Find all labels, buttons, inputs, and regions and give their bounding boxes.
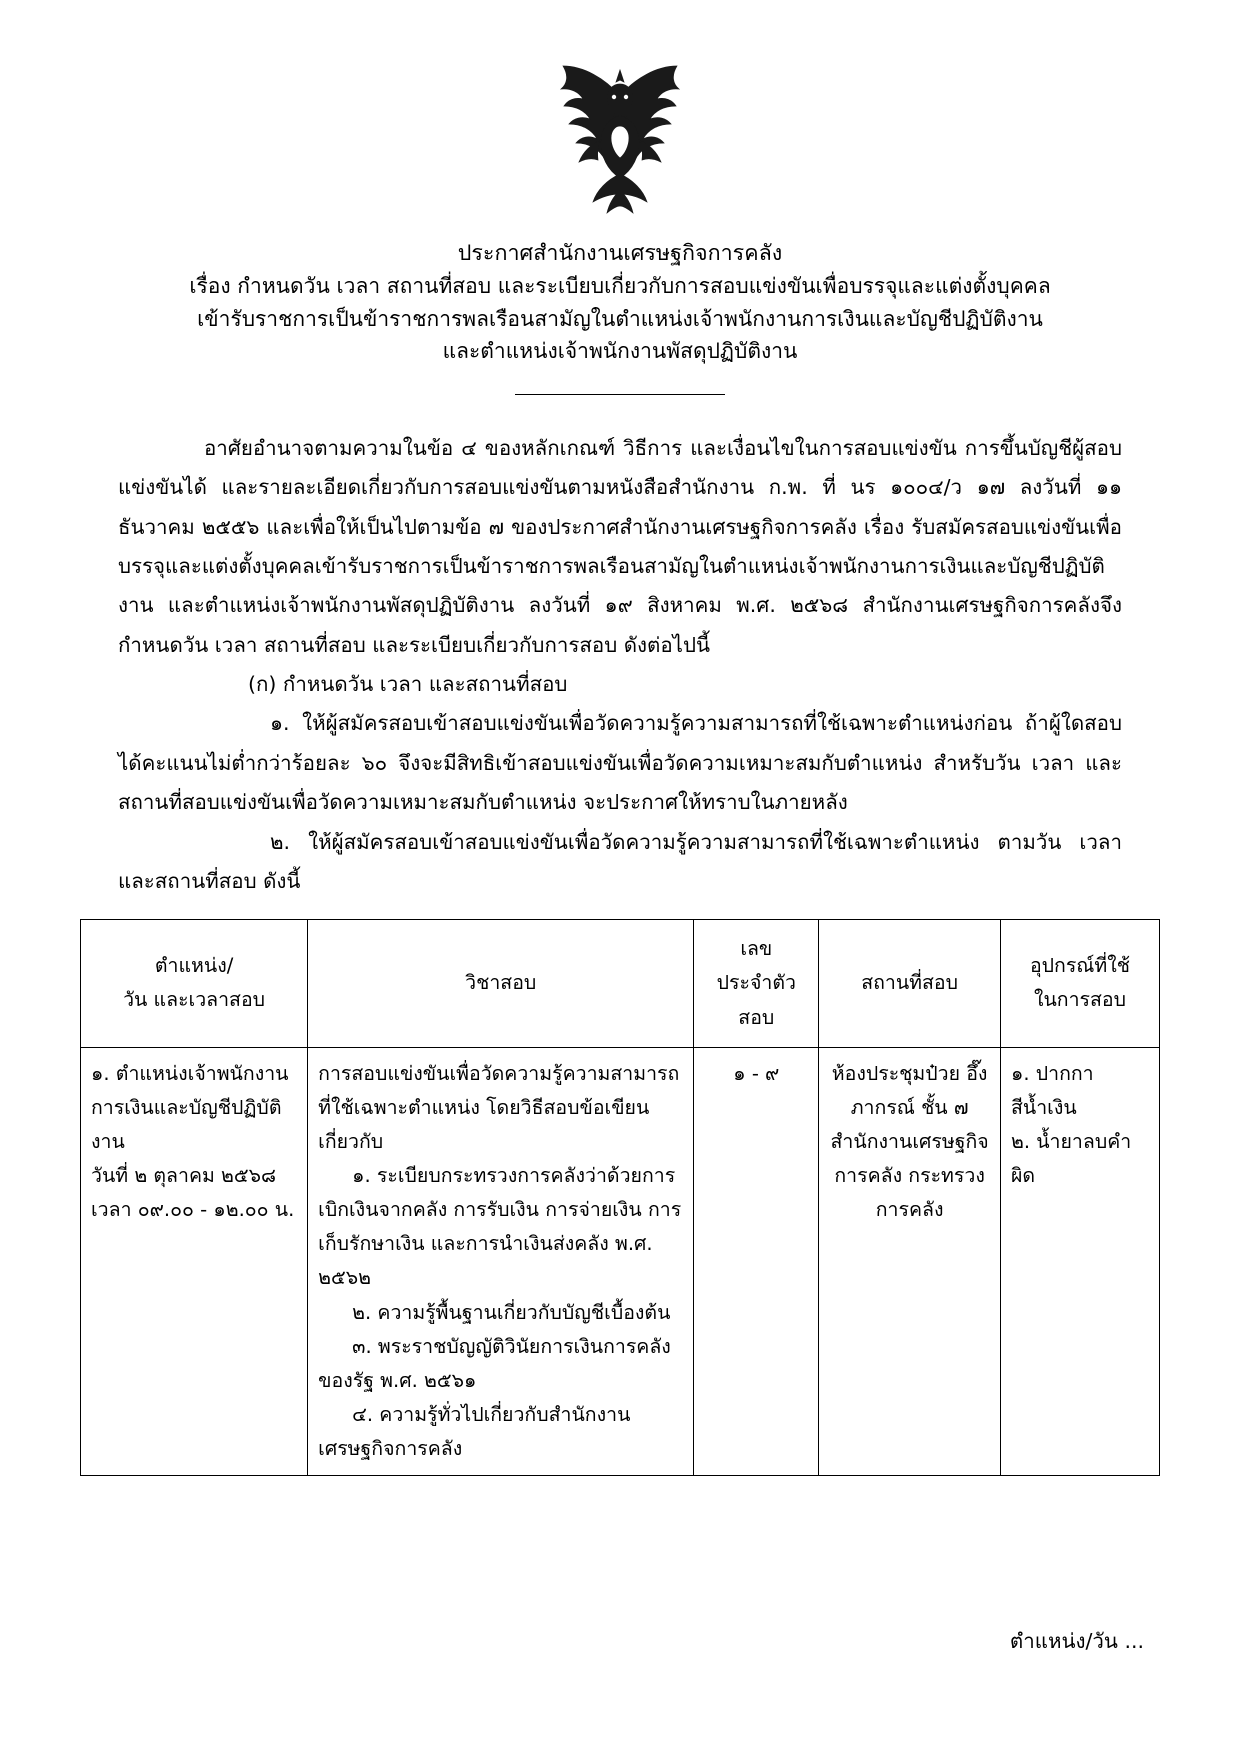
header-position [81,920,308,1047]
header-position-line1: ตำแหน่ง/ [154,954,234,978]
header-position-line2: วัน และเวลาสอบ [123,988,266,1012]
page-title: ประกาศสำนักงานเศรษฐกิจการคลัง [457,241,783,266]
header-equipment-line2: ในการสอบ [1033,988,1127,1012]
subject-item-3: ๓. พระราชบัญญัติวินัยการเงินการคลังของรัฐ พ.ศ. ๒๕๖๑ [318,1334,671,1392]
cell-subject [308,1047,694,1476]
cell-place: ห้องประชุมป๋วย อึ๊งภากรณ์ ชั้น ๗ สำนักงานเศรษฐกิจการคลัง กระทรวงการคลัง [819,1047,1001,1476]
page-footer-continuation: ตำแหน่ง/วัน ... [1009,1629,1144,1653]
body-item-2: ๒. ให้ผู้สมัครสอบเข้าสอบแข่งขันเพื่อวัดความรู้ความสามารถที่ใช้เฉพาะตำแหน่ง ตามวัน เวลา และสถานที่สอบ ดังนี้ [118,829,1122,893]
table-header-row [81,920,1160,1047]
header-equipment [1000,920,1159,1047]
table-head [81,920,1160,1047]
equipment-item-2: ๒. น้ำยาลบคำผิด [1010,1129,1132,1188]
subject-item-4: ๔. ความรู้ทั่วไปเกี่ยวกับสำนักงานเศรษฐกิจการคลัง [318,1402,631,1461]
paragraph-authority: อาศัยอำนาจตามความในข้อ ๔ ของหลักเกณฑ์ วิธีการ และเงื่อนไขในการสอบแข่งขัน การขึ้นบัญชีผู้สอบแข่งขันได้ และรายละเอียดเกี่ยวกับการสอบแข่งขันตามหนังสือสำนักงาน ก.พ. ที่ นร ๑๐๐๔/ว ๑๗ ลงวันที่ ๑๑ ธันวาคม ๒๕๕๖ และเพื่อให้เป็นไปตามข้อ ๗ ของประกาศสำนักงานเศรษฐกิจการคลัง เรื่อง รับสมัครสอบแข่งขันเพื่อบรรจุและแต่งตั้งบุคคลเข้ารับราชการเป็นข้าราชการพลเรือนสามัญในตำแหน่งเจ้าพนักงานการเงินและบัญชีปฏิบัติงาน และตำแหน่งเจ้าพนักงานพัสดุปฏิบัติงาน ลงวันที่ ๑๙ สิงหาคม พ.ศ. ๒๕๖๘ สำนักงานเศรษฐกิจการคลังจึงกำหนดวัน เวลา สถานที่สอบ และระเบียบเกี่ยวกับการสอบ ดังต่อไปนี้ [118,435,1122,657]
emblem-container [0,0,1240,221]
document-body [118,429,1122,901]
garuda-emblem [535,56,705,221]
cell-position [81,1047,308,1476]
subject-item-2: ๒. ความรู้พื้นฐานเกี่ยวกับบัญชีเบื้องต้น [352,1300,671,1324]
header-equipment-line1: อุปกรณ์ที่ใช้ [1029,954,1131,978]
subject-line-2: เข้ารับราชการเป็นข้าราชการพลเรือนสามัญในตำแหน่งเจ้าพนักงานการเงินและบัญชีปฏิบัติงาน [197,306,1043,331]
document-header [0,237,1240,368]
position-title: ๑. ตำแหน่งเจ้าพนักงานการเงินและบัญชีปฏิบัติงาน [91,1061,289,1153]
table-body [81,1047,1160,1476]
equipment-item-1: ๑. ปากกาสีน้ำเงิน [1010,1061,1094,1119]
header-subject: วิชาสอบ [308,920,694,1047]
header-exam-number-line2: ประจำตัว [716,971,796,995]
subject-line-1: เรื่อง กำหนดวัน เวลา สถานที่สอบ และระเบียบเกี่ยวกับการสอบแข่งขันเพื่อบรรจุและแต่งตั้งบุคคล [189,274,1051,299]
body-item-1: ๑. ให้ผู้สมัครสอบเข้าสอบแข่งขันเพื่อวัดความรู้ความสามารถที่ใช้เฉพาะตำแหน่งก่อน ถ้าผู้ใดสอบได้คะแนนไม่ต่ำกว่าร้อยละ ๖๐ จึงจะมีสิทธิเข้าสอบแข่งขันเพื่อวัดความเหมาะสมกับตำแหน่ง สำหรับวัน เวลา และสถานที่สอบแข่งขันเพื่อวัดความเหมาะสมกับตำแหน่ง จะประกาศให้ทราบในภายหลัง [118,711,1122,815]
header-exam-number-line1: เลข [740,937,773,961]
exam-schedule-table [80,919,1160,1476]
position-date: วันที่ ๒ ตุลาคม ๒๕๖๘ [91,1164,277,1188]
header-exam-number-line3: สอบ [738,1005,775,1029]
subject-lead: การสอบแข่งขันเพื่อวัดความรู้ความสามารถที่ใช้เฉพาะตำแหน่ง โดยวิธีสอบข้อเขียน เกี่ยวกับ [318,1061,680,1153]
header-exam-number [694,920,819,1047]
header-place: สถานที่สอบ [819,920,1001,1047]
header-divider [515,394,725,395]
subject-line-3: และตำแหน่งเจ้าพนักงานพัสดุปฏิบัติงาน [442,339,798,364]
header-divider-container [0,394,1240,395]
subject-item-1: ๑. ระเบียบกระทรวงการคลังว่าด้วยการเบิกเงินจากคลัง การรับเงิน การจ่ายเงิน การเก็บรักษาเงิน และการนำเงินส่งคลัง พ.ศ. ๒๕๖๒ [318,1164,682,1290]
position-time: เวลา ๐๙.๐๐ - ๑๒.๐๐ น. [91,1198,295,1222]
cell-exam-number: ๑ - ๙ [694,1047,819,1476]
exam-table-container [80,919,1160,1476]
cell-equipment [1000,1047,1159,1476]
section-heading-a: (ก) กำหนดวัน เวลา และสถานที่สอบ [248,672,568,697]
table-row [81,1047,1160,1476]
